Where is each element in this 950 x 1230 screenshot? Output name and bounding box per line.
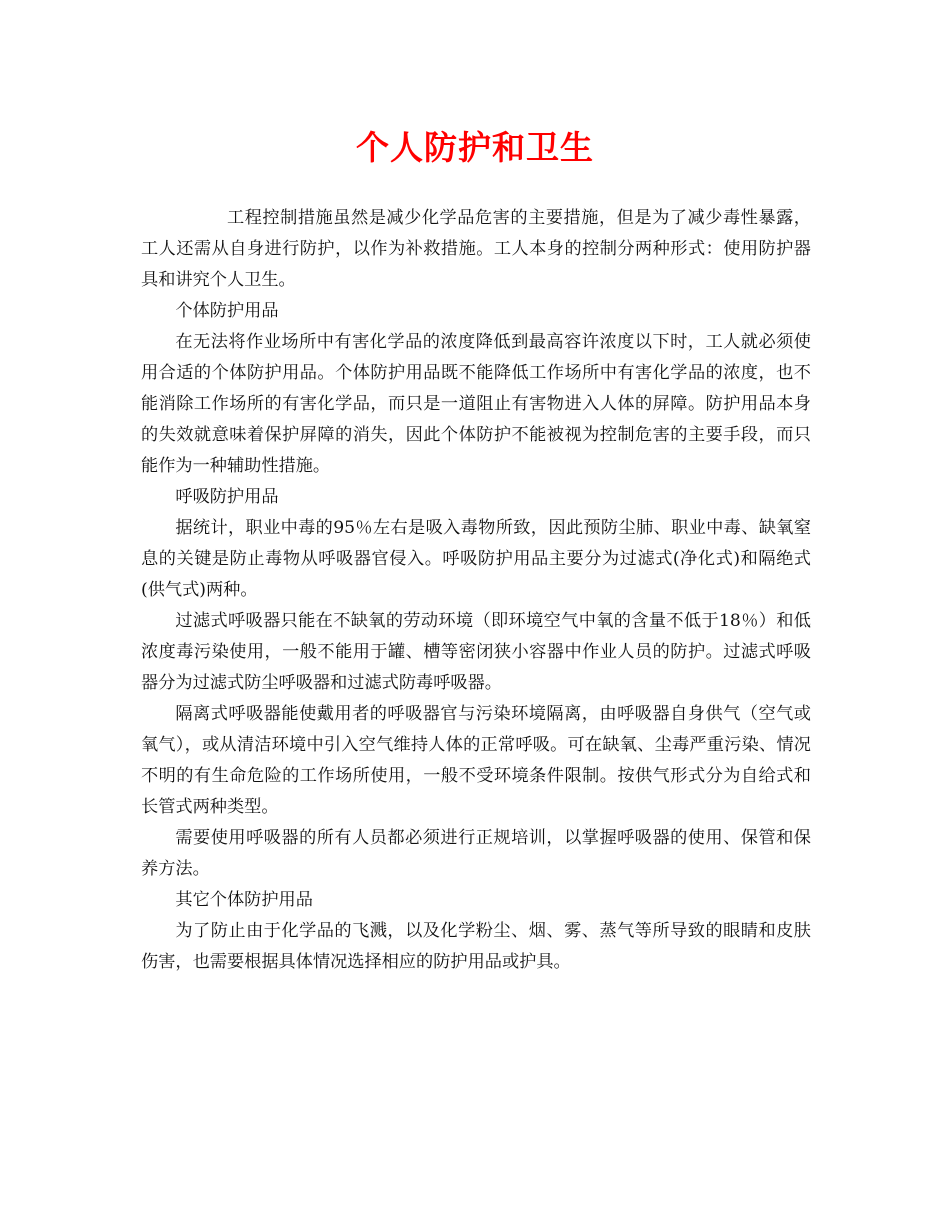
paragraph-filter-respirator: 过滤式呼吸器只能在不缺氧的劳动环境（即环境空气中氧的含量不低于18％）和低浓度毒污染使用，一般不能用于罐、槽等密闭狭小容器中作业人员的防护。过滤式呼吸器分为过滤式防尘呼吸器和过滤式防毒呼吸器。 xyxy=(141,611,811,693)
paragraph-personal-protection: 在无法将作业场所中有害化学品的浓度降低到最高容许浓度以下时，工人就必须使用合适的个体防护用品。个体防护用品既不能降低工作场所中有害化学品的浓度，也不能消除工作场所的有害化学品，而只是一道阻止有害物进入人体的屏障。防护用品本身的失效就意味着保护屏障的消失，因此个体防护不能被视为控制危害的主要手段，而只能作为一种辅助性措施。 xyxy=(141,332,811,476)
document-title: 个人防护和卫生 xyxy=(356,128,594,167)
paragraph-other-protection: 为了防止由于化学品的飞溅，以及化学粉尘、烟、雾、蒸气等所导致的眼睛和皮肤伤害，也需要根据具体情况选择相应的防护用品或护具。 xyxy=(141,921,811,972)
paragraph-training: 需要使用呼吸器的所有人员都必须进行正规培训，以掌握呼吸器的使用、保管和保养方法。 xyxy=(141,828,811,879)
section-heading-other-protection: 其它个体防护用品 xyxy=(175,890,313,910)
intro-paragraph: 工程控制措施虽然是减少化学品危害的主要措施，但是为了减少毒性暴露，工人还需从自身进行防护，以作为补救措施。工人本身的控制分两种形式：使用防护器具和讲究个人卫生。 xyxy=(141,208,811,290)
section-heading-personal-protection: 个体防护用品 xyxy=(175,301,279,321)
section-heading-respiratory-protection: 呼吸防护用品 xyxy=(175,487,279,507)
document-body xyxy=(141,203,811,978)
paragraph-isolation-respirator: 隔离式呼吸器能使戴用者的呼吸器官与污染环境隔离，由呼吸器自身供气（空气或氧气），或从清洁环境中引入空气维持人体的正常呼吸。可在缺氧、尘毒严重污染、情况不明的有生命危险的工作场所使用，一般不受环境条件限制。按供气形式分为自给式和长管式两种类型。 xyxy=(141,704,811,817)
paragraph-respiratory-statistics: 据统计，职业中毒的95％左右是吸入毒物所致，因此预防尘肺、职业中毒、缺氧窒息的关键是防止毒物从呼吸器官侵入。呼吸防护用品主要分为过滤式(净化式)和隔绝式(供气式)两种。 xyxy=(141,518,811,600)
